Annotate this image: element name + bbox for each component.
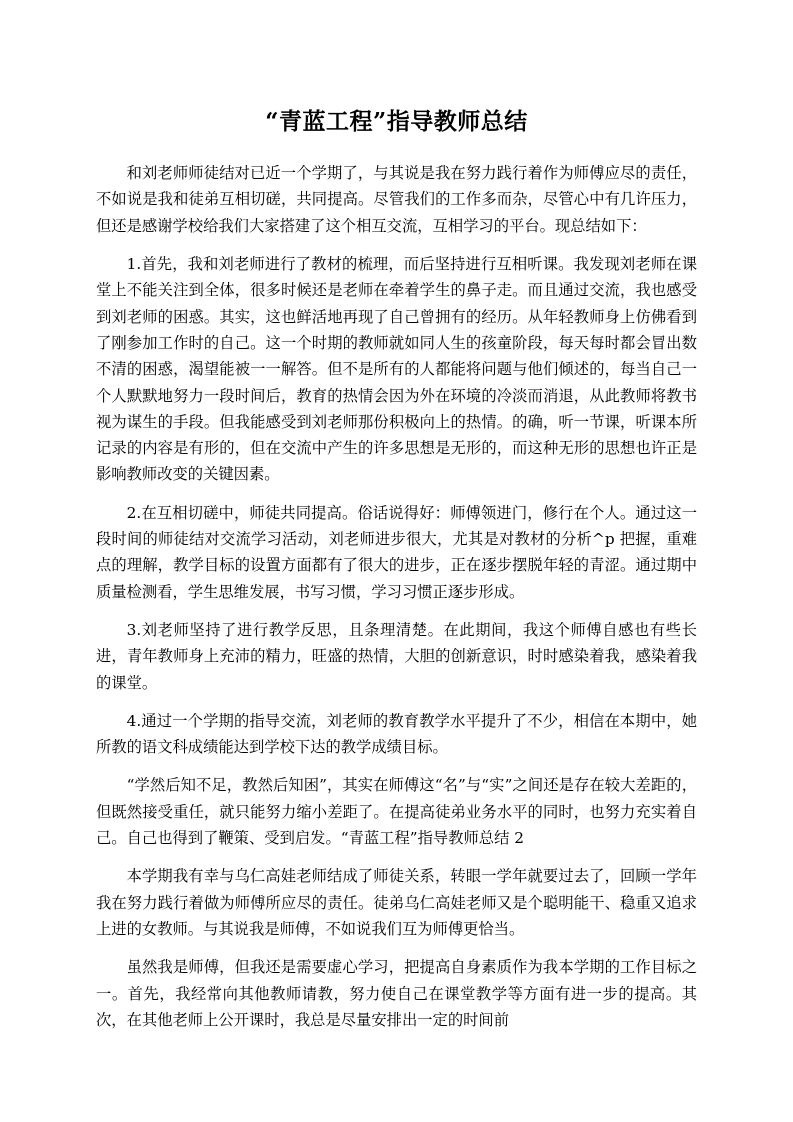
page-title: “青蓝工程”指导教师总结	[265, 108, 528, 135]
paragraph-1: 和刘老师师徒结对已近一个学期了，与其说是我在努力践行着作为师傅应尽的责任，不如说是我和徒弟互相切磋，共同提高。尽管我们的工作多而杂，尽管心中有几许压力，但还是感谢学校给我们大家搭建了这个相互交流，互相学习的平台。现总结如下：	[96, 164, 697, 235]
paragraph-7: 本学期我有幸与乌仁高娃老师结成了师徒关系，转眼一学年就要过去了，回顾一学年我在努力践行着做为师傅所应尽的责任。徒弟乌仁高娃老师又是个聪明能干、稳重又追求上进的女教师。与其说我是师傅，不如说我们互为师傅更恰当。	[96, 867, 697, 938]
paragraph-3: 2.在互相切磋中，师徒共同提高。俗话说得好：师傅领进门，修行在个人。通过这一段时间的师徒结对交流学习活动，刘老师进步很大，尤其是对教材的分析^p 把握，重难点的理解，教学目标的设置方面都有了很大的进步，正在逐步摆脱年轻的青涩。通过期中质量检测看，学生思维发展，书写习惯，学习习惯正逐步形成。	[96, 503, 697, 601]
paragraph-8: 虽然我是师傅，但我还是需要虚心学习，把提高自身素质作为我本学期的工作目标之一。首先，我经常向其他教师请教，努力使自己在课堂教学等方面有进一步的提高。其次，在其他老师上公开课时，我总是尽量安排出一定的时间前	[96, 958, 697, 1029]
paragraph-6: “学然后知不足，教然后知困”，其实在师傅这“名”与“实”之间还是存在较大差距的，但既然接受重任，就只能努力缩小差距了。在提高徒弟业务水平的同时，也努力充实着自己。自己也得到了鞭策、受到启发。“青蓝工程”指导教师总结 2	[96, 776, 697, 848]
paragraph-4: 3.刘老师坚持了进行教学反思，且条理清楚。在此期间，我这个师傅自感也有些长进，青年教师身上充沛的精力，旺盛的热情，大胆的创新意识，时时感染着我，感染着我的课堂。	[96, 620, 697, 692]
paragraph-5: 4.通过一个学期的指导交流，刘老师的教育教学水平提升了不少，相信在本期中，她所教的语文科成绩能达到学校下达的教学成绩目标。	[96, 711, 697, 757]
paragraph-2: 1.首先，我和刘老师进行了教材的梳理，而后坚持进行互相听课。我发现刘老师在课堂上不能关注到全体，很多时候还是老师在牵着学生的鼻子走。而且通过交流，我也感受到刘老师的困惑。其实，这也鲜活地再现了自己曾拥有的经历。从年轻教师身上仿佛看到了刚参加工作时的自己。这一个时期的教师就如同人生的孩童阶段，每天每时都会冒出数不清的困惑，渴望能被一一解答。但不是所有的人都能将问题与他们倾述的，每当自己一个人默默地努力一段时间后，教育的热情会因为外在环境的冷淡而消退，从此教师将教书视为谋生的手段。但我能感受到刘老师那份积极向上的热情。的确，听一节课，听课本所记录的内容是有形的，但在交流中产生的许多思想是无形的，而这种无形的思想也许正是影响教师改变的关键因素。	[96, 255, 697, 484]
